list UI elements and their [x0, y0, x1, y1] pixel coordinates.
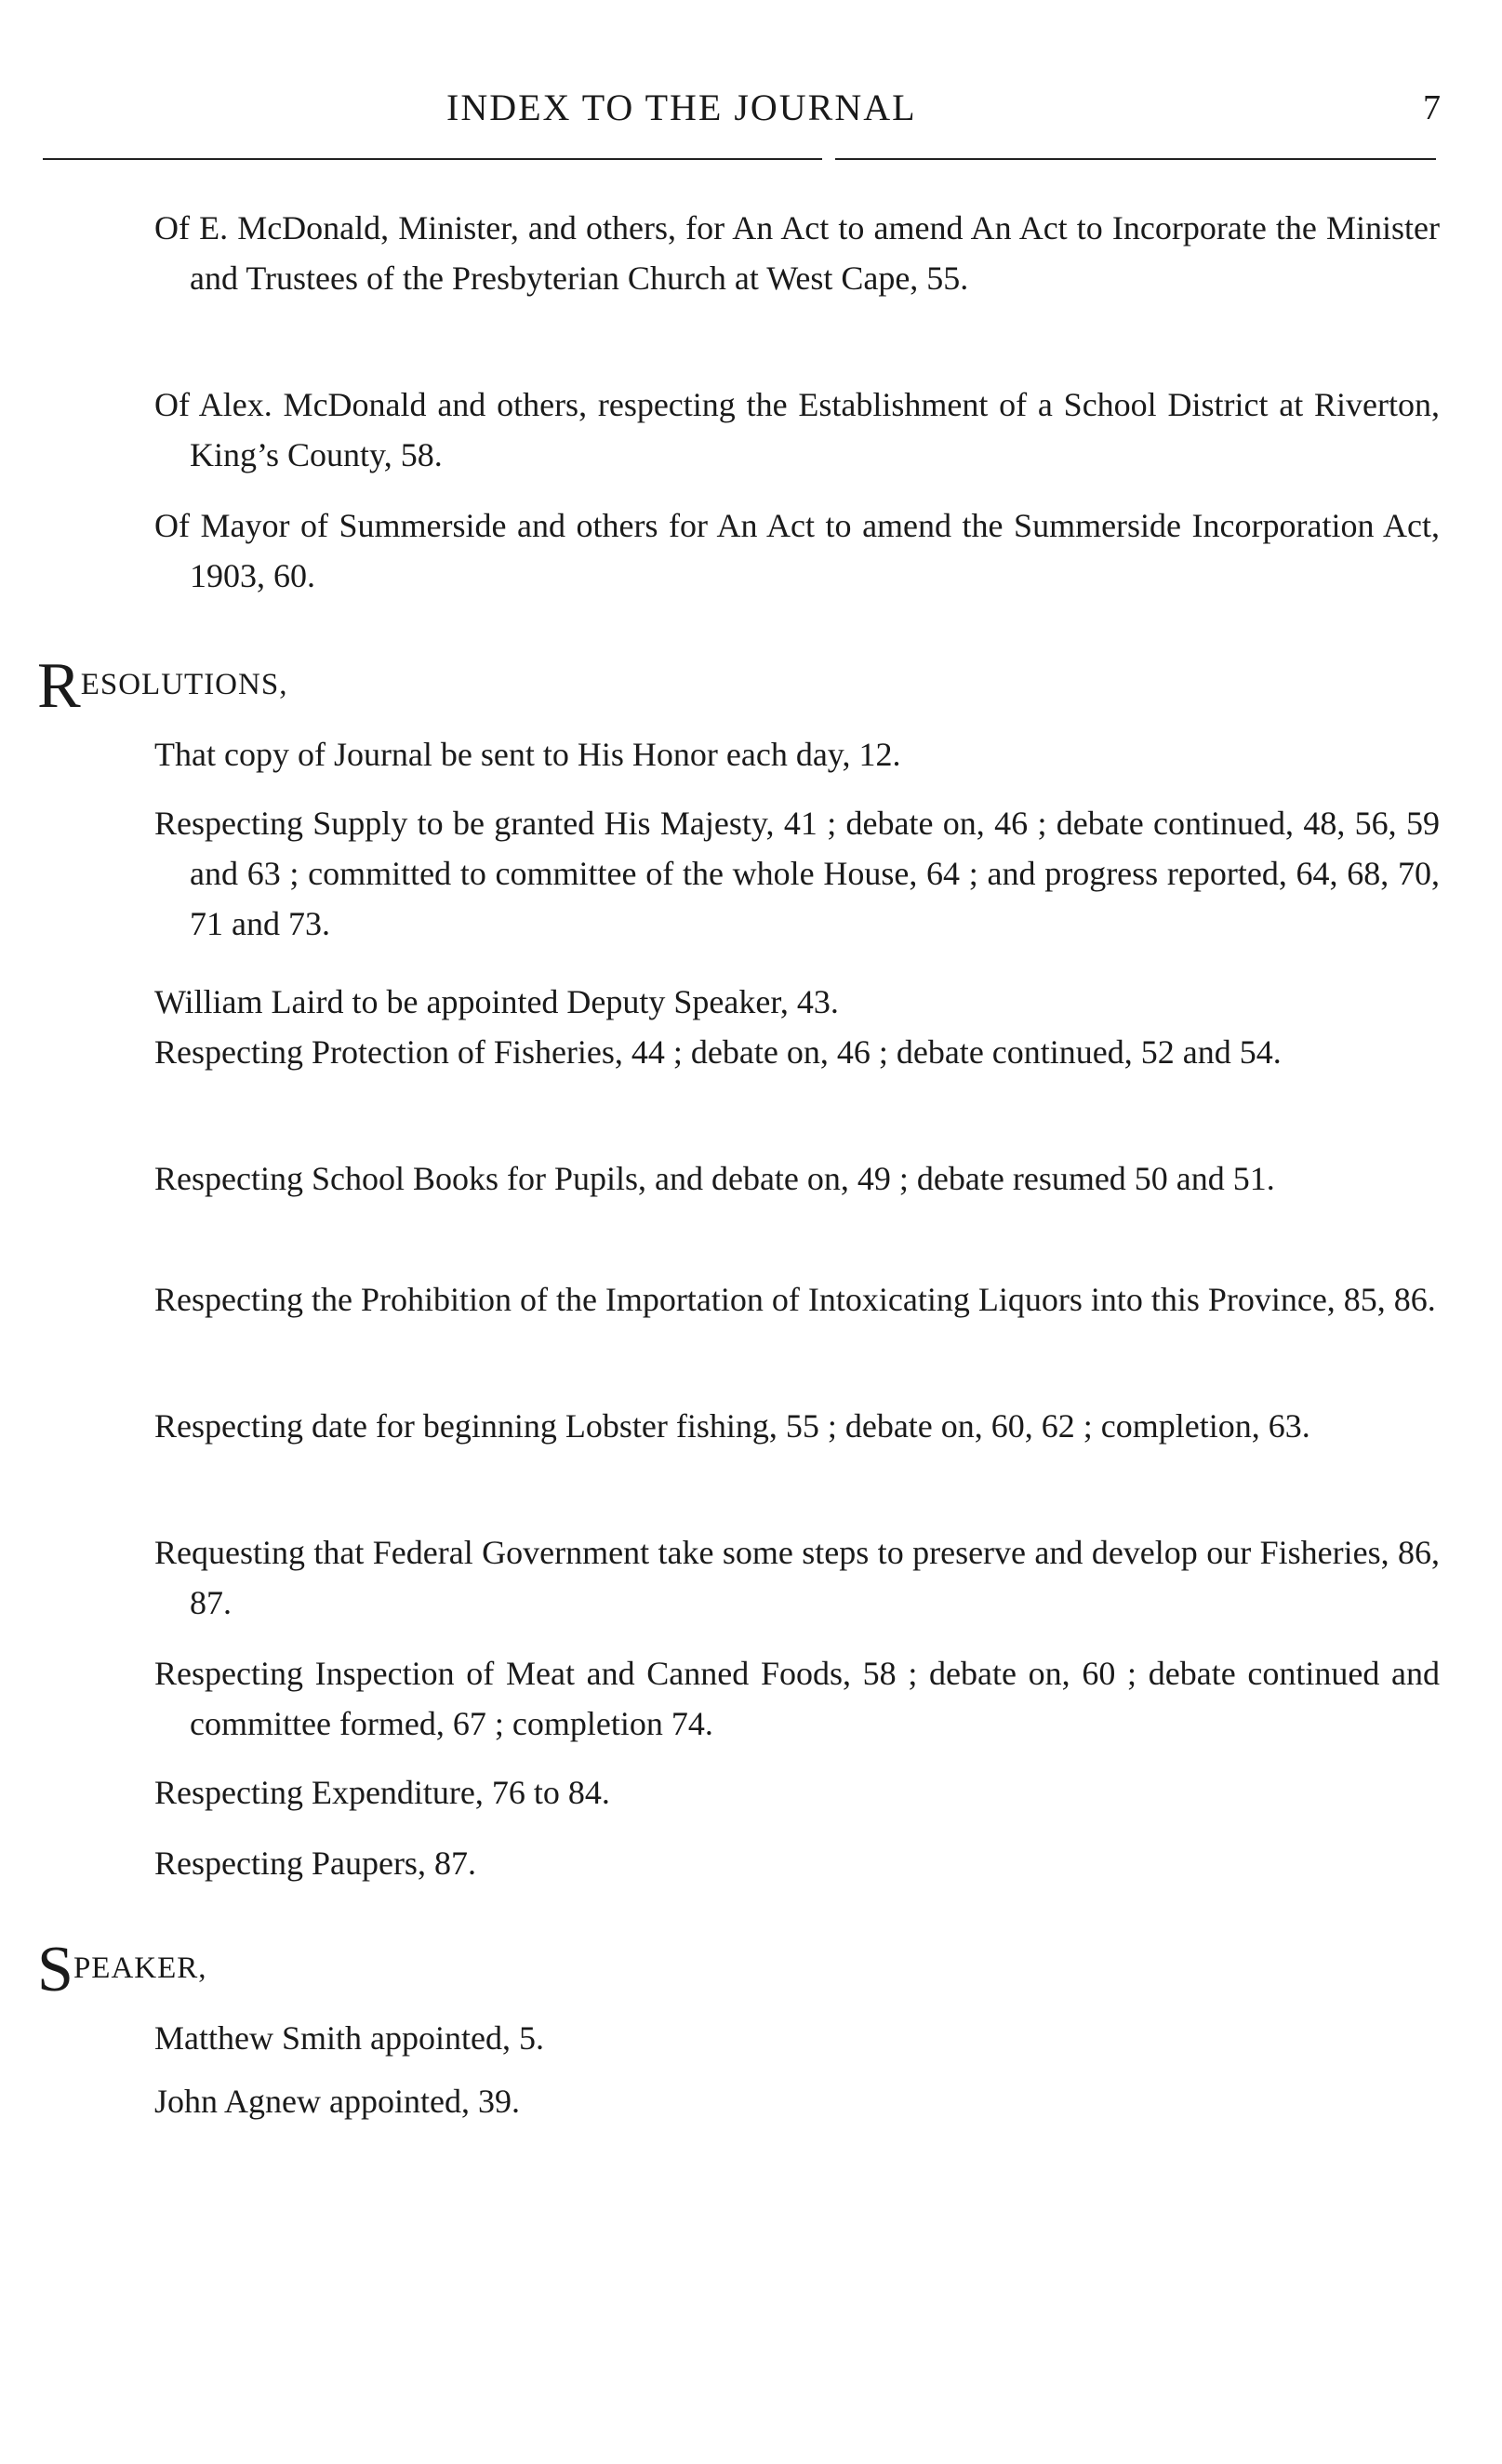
header-rule-left: [43, 158, 822, 160]
resolution-entry: Respecting Protection of Fisheries, 44 ; debate on, 46 ; debate continued, 52 and 54.: [154, 1033, 1282, 1071]
speaker-entry: John Agnew appointed, 39.: [154, 2083, 520, 2120]
heading-text: ESOLUTIONS,: [80, 668, 288, 701]
heading-text: PEAKER,: [73, 1951, 207, 1985]
resolution-entry: That copy of Journal be sent to His Honor each day, 12.: [154, 736, 901, 773]
resolution-entry: Respecting Inspection of Meat and Canned Foods, 58 ; debate on, 60 ; debate continued and committee formed, 67 ; completion 74.: [154, 1655, 1440, 1742]
resolution-entry: Respecting School Books for Pupils, and debate on, 49 ; debate resumed 50 and 51.: [154, 1160, 1275, 1197]
speaker-entry: Matthew Smith appointed, 5.: [154, 2019, 544, 2057]
section-heading-speaker: [37, 1934, 207, 2005]
resolution-entry: Respecting Expenditure, 76 to 84.: [154, 1774, 610, 1811]
page-number: 7: [1423, 88, 1441, 127]
running-title: INDEX TO THE JOURNAL: [446, 87, 917, 128]
heading-initial: S: [37, 1934, 73, 2005]
resolution-entry: Requesting that Federal Government take some steps to preserve and develop our Fisheries, 86, 87.: [154, 1534, 1440, 1621]
petition-entry: Of Mayor of Summerside and others for An Act to amend the Summerside Incorporation Act, 1903, 60.: [154, 507, 1440, 594]
section-heading-resolutions: [37, 650, 288, 722]
resolution-entry: William Laird to be appointed Deputy Speaker, 43.: [154, 983, 839, 1020]
petition-entry: Of Alex. McDonald and others, respecting the Establishment of a School District at Riverton, King’s County, 58.: [154, 386, 1440, 473]
resolution-entry: Respecting Supply to be granted His Majesty, 41 ; debate on, 46 ; debate continued, 48, 56, 59 and 63 ; committed to committee of the whole House, 64 ; and progress reported, 64, 68, 70, 71 and 73.: [154, 805, 1440, 942]
header-rule-right: [835, 158, 1436, 160]
resolution-entry: Respecting date for beginning Lobster fishing, 55 ; debate on, 60, 62 ; completion, 63.: [154, 1407, 1310, 1445]
resolution-entry: Respecting the Prohibition of the Importation of Intoxicating Liquors into this Province, 85, 86.: [154, 1281, 1436, 1318]
resolution-entry: Respecting Paupers, 87.: [154, 1845, 476, 1882]
petition-entry: Of E. McDonald, Minister, and others, for An Act to amend An Act to Incorporate the Minister and Trustees of the Presbyterian Church at West Cape, 55.: [154, 209, 1440, 297]
heading-initial: R: [37, 650, 81, 722]
running-head: [0, 80, 1502, 136]
